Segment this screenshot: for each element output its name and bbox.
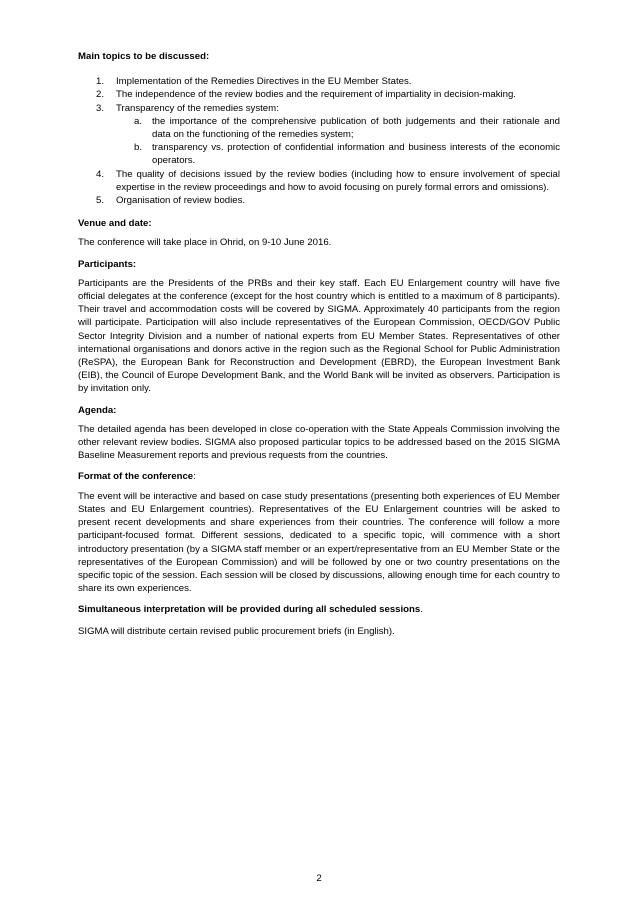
list-item-text: Transparency of the remedies system: bbox=[116, 102, 279, 114]
format-heading-line bbox=[78, 470, 560, 483]
interpretation-text: Simultaneous interpretation will be provided during all scheduled sessions bbox=[78, 604, 421, 616]
transparency-sublist bbox=[78, 115, 560, 168]
list-number: 2. bbox=[96, 89, 105, 101]
topics-list-continued bbox=[78, 168, 560, 208]
page-number: 2 bbox=[316, 873, 322, 884]
interpretation-line bbox=[78, 603, 560, 616]
list-number: 3. bbox=[96, 102, 105, 114]
list-item-text: Organisation of review bodies. bbox=[116, 195, 246, 207]
format-text: The event will be interactive and based on case study presentations (presenting both experiences of EU Member States and EU Enlargement countries). Representatives of the EU Enlargement countries will be asked to present recent developments and share experiences from their countries. The conference will follow a more participant-focused format. Different sessions, dedicated to a specific topic, will commence with a short introductory presentation (by a SIGMA staff member or an expert/representative from an EU Member State or the representatives of the European Commission) and will be followed by one or two country presentations on the specific topic of the session. Each session will be closed by discussions, allowing enough time for each country to share its own experiences. bbox=[78, 490, 560, 595]
format-heading: Format of the conference bbox=[78, 471, 194, 483]
agenda-text: The detailed agenda has been developed in close co-operation with the State Appeals Commission involving the other relevant review bodies. SIGMA also proposed particular topics to be addressed based on the 2015 SIGMA Baseline Measurement reports and previous requests from the countries. bbox=[78, 423, 560, 462]
list-number: 5. bbox=[96, 195, 105, 207]
main-topics-heading: Main topics to be discussed: bbox=[78, 51, 210, 62]
sub-list-item-text: the importance of the comprehensive publication of both judgements and their rationale and data on the functioning of the remedies system; bbox=[152, 115, 560, 141]
list-item-text: Implementation of the Remedies Directives in the EU Member States. bbox=[116, 76, 412, 88]
format-heading-colon: : bbox=[193, 471, 196, 483]
list-item-text: The quality of decisions issued by the review bodies (including how to ensure involvement of special expertise in the review proceedings and how to avoid focusing on purely formal errors and omissions). bbox=[116, 168, 560, 193]
topics-list bbox=[78, 75, 560, 115]
interpretation-period: . bbox=[420, 604, 423, 616]
sub-list-letter: a. bbox=[134, 115, 143, 127]
list-item bbox=[78, 75, 560, 88]
briefs-text: SIGMA will distribute certain revised public procurement briefs (in English). bbox=[78, 625, 395, 637]
list-item bbox=[78, 88, 560, 101]
document-page bbox=[78, 50, 560, 646]
sub-list-item bbox=[78, 141, 560, 167]
sub-list-item bbox=[78, 115, 560, 141]
agenda-heading: Agenda: bbox=[78, 404, 117, 416]
venue-heading: Venue and date: bbox=[78, 218, 152, 230]
list-item bbox=[78, 194, 560, 207]
list-item-text: The independence of the review bodies and the requirement of impartiality in decision-making. bbox=[116, 89, 516, 101]
participants-heading: Participants: bbox=[78, 258, 137, 270]
venue-text: The conference will take place in Ohrid, on 9-10 June 2016. bbox=[78, 237, 332, 249]
participants-text: Participants are the Presidents of the PRBs and their key staff. Each EU Enlargement country will have five official delegates at the conference (except for the host country which is entitled to a maximum of 8 participants). Their travel and accommodation costs will be covered by SIGMA. Approximately 40 participants from the region will participate. Participation will also include representatives of the European Commission, OECD/GOV Public Sector Integrity Division and a number of national experts from EU Member States. Representatives of other international organisations and donors active in the region such as the Regional School for Public Administration (ReSPA), the European Bank for Reconstruction and Development (EBRD), the European Investment Bank (EIB), the Council of Europe Development Bank, and the World Bank will be invited as observers. Participation is by invitation only. bbox=[78, 277, 560, 395]
list-number: 4. bbox=[96, 168, 105, 180]
sub-list-letter: b. bbox=[134, 142, 143, 154]
sub-list-item-text: transparency vs. protection of confidential information and business interests of the economic operators. bbox=[152, 142, 560, 167]
list-item bbox=[78, 168, 560, 194]
list-number: 1. bbox=[96, 76, 105, 88]
list-item bbox=[78, 102, 560, 115]
